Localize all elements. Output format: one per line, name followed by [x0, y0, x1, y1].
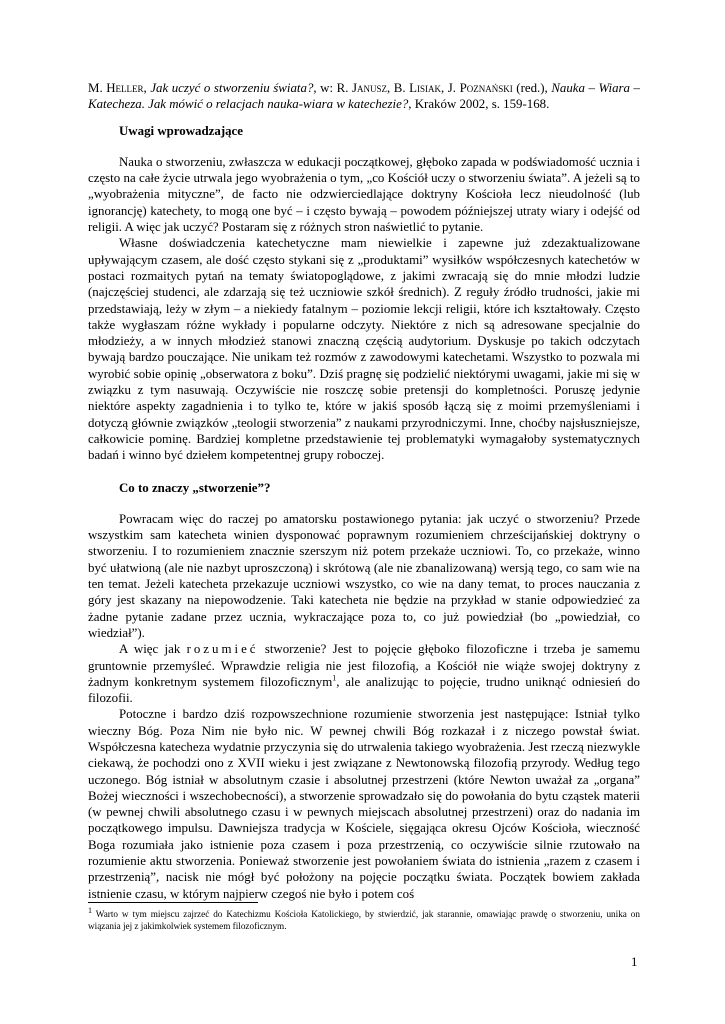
- paragraph-text: A więc jak: [119, 642, 187, 657]
- paragraph-text: , ale analizując to pojęcie, trudno uniknąć odniesień do filozofii.: [88, 674, 640, 706]
- author-surname: Heller: [106, 81, 144, 95]
- body-paragraph: Własne doświadczenia katechetyczne mam niewielkie i zapewne już zdezaktualizowane upływającym czasem, ale dość często stykani się z „produktami” wysiłków współczesnych katechetów w postaci rozmaitych pytań na tematy światopoglądowe, z jakimi zwracają się do mnie młodzi ludzie (najczęściej studenci, ale zdarzają się też uczniowie szkół średnich). Z reguły źródło trudności, jakie mi przedstawiają, leży w złym – a niekiedy fatalnym – poziomie lekcji religii, które ich kształtowały. Często także wygłaszam różne wykłady i popularne odczyty. Niektóre z nich są adresowane specjalnie do młodzieży, a w innych młodzież stanowi znaczną częścią audytorium. Dyskusje po takich odczytach bywają bardzo pouczające. Nie unikam też rozmów z zawodowymi katechetami. Wszystko to pozwala mi wyrobić sobie opinię „obserwatora z boku”. Dziś pragnę się podzielić niektórymi uwagami, jakie mi się w związku z tym nasuwają. Oczywiście nie roszczę sobie pretensji do kompletności. Poruszę jedynie niektóre aspekty zagadnienia i to tylko te, które w jakiś sposób łączą się z moimi przemyśleniami i dotyczą głównie związków „teologii stworzenia” z naukami przyrodniczymi. Inne, choćby najsłuszniejsze, całkowicie pominę. Bardziej kompletne przedstawienie tej problematyki wymagałoby systematycznych badań i winno być dziełem kompetentnej grupy roboczej.: [88, 236, 640, 463]
- footnote-number: 1: [88, 905, 92, 915]
- citation-publication-info: , Kraków 2002, s. 159-168.: [408, 97, 550, 112]
- citation-separator: (red.),: [512, 81, 552, 95]
- citation-separator: ,: [143, 81, 151, 95]
- footnote-separator: [88, 902, 258, 903]
- section-heading-introduction: Uwagi wprowadzające: [119, 123, 243, 138]
- page-number: 1: [631, 955, 638, 969]
- section-heading-creation: Co to znaczy „stworzenie”?: [119, 480, 271, 495]
- body-paragraph: [88, 641, 640, 706]
- editor-surname: Poznański: [459, 81, 513, 95]
- book-title: Nauka – Wiara – Katecheza. Jak mówić o relacjach nauka-wiara w katechezie?: [88, 81, 640, 112]
- body-paragraph: Powracam więc do raczej po amatorsku postawionego pytania: jak uczyć o stworzeniu? Przede wszystkim sam katecheta winien dysponować poprawnym rozumieniem chrześcijańskiej doktryny o stworzeniu. I to rozumieniem znacznie szerszym niż potem przekaże uczniowi. To, co przekaże, winno być ułatwioną (ale nie nazbyt uproszczoną) i skrótową (ale nie zbanalizowaną) wersją tego, co sam wie na ten temat. Jeżeli katecheta przekazuje uczniowi wszystko, co wie na dany temat, to proces nauczania z góry jest skazany na niepowodzenie. Taki katecheta nie będzie na przykład w stanie odpowiedzieć za żadne pytanie zadane przez ucznia, wykraczające poza to, co już powiedział (bo „powiedział, co wiedział”).: [88, 511, 640, 640]
- footnote: [88, 905, 640, 932]
- paragraph-text: stworzenie? Jest to pojęcie głęboko filozoficzne i trzeba je samemu gruntownie przemyśleć. Wprawdzie religia nie jest filozofią, a Kościół nie wiąże swojej doktryny z żadnym konkretnym systemem filozoficznym: [88, 642, 640, 689]
- author-initial: M.: [88, 81, 107, 95]
- bibliographic-citation: [88, 80, 640, 113]
- emphasized-word: rozumieć: [186, 642, 259, 657]
- editor-surname: Lisiak: [409, 81, 442, 95]
- citation-separator: , w: R.: [313, 81, 352, 95]
- article-title: Jak uczyć o stworzeniu świata?: [150, 81, 314, 95]
- body-paragraph: Potoczne i bardzo dziś rozpowszechnione rozumienie stworzenia jest następujące: Istniał tylko wieczny Bóg. Poza Nim nie było nic. W pewnej chwili Bóg rozkazał i z niczego powstał świat. Współczesna katecheza wydatnie przyczynia się do utrwalenia takiego wyobrażenia. Jest rzeczą niezwykle ciekawą, że pochodzi ono z XVII wieku i jest związane z Newtonowską filozofią przyrody. Według tego uczonego. Bóg istniał w absolutnym czasie i absolutnej przestrzeni (które Newton uważał za „organa” Bożej wieczności i wszechobecności), a stworzenie sprowadzało się do powołania do bytu cząstek materii (w pewnej chwili absolutnego czasu i w pewnych miejscach absolutnej przestrzeni) oraz do nadania im początkowego impulsu. Dawniejsza tradycja w Kościele, sięgająca okresu Ojców Kościoła, wieczność Boga rozumiała jako istnienie poza czasem i poza przestrzenią, co oczywiście silnie rzutowało na rozumienie aktu stworzenia. Ponieważ stworzenie jest powołaniem świata do istnienia „razem z czasem i przestrzenią”, nacisk nie mógł być położony na pojęcie początku świata. Początek bowiem zakłada istnienie czasu, w którym najpierw czegoś nie było i potem coś: [88, 707, 640, 901]
- footnote-text: Warto w tym miejscu zajrzeć do Katechizmu Kościoła Katolickiego, by stwierdzić, jak starannie, omawiając prawdę o stworzeniu, unika on wiązania jej z jakimkolwiek systemem filozoficznym.: [88, 909, 640, 931]
- editor-surname: Janusz: [351, 81, 388, 95]
- citation-separator: , J.: [441, 81, 460, 95]
- body-paragraph: Nauka o stworzeniu, zwłaszcza w edukacji początkowej, głęboko zapada w podświadomość ucznia i często na całe życie utrwala jego wyobrażenia o tym, „co Kościół uczy o stworzeniu świata”. A jeżeli są to „wyobrażenia mityczne”, de facto nie odzwierciedlające doktryny Kościoła lecz nieudolność (lub ignorancję) katechety, to mogą one być – i często bywają – powodem późniejszej utraty wiary i odejść od religii. A więc jak uczyć? Postaram się z różnych stron naświetlić to pytanie.: [88, 154, 640, 235]
- citation-separator: , B.: [387, 81, 410, 95]
- footnote-reference[interactable]: 1: [332, 673, 337, 683]
